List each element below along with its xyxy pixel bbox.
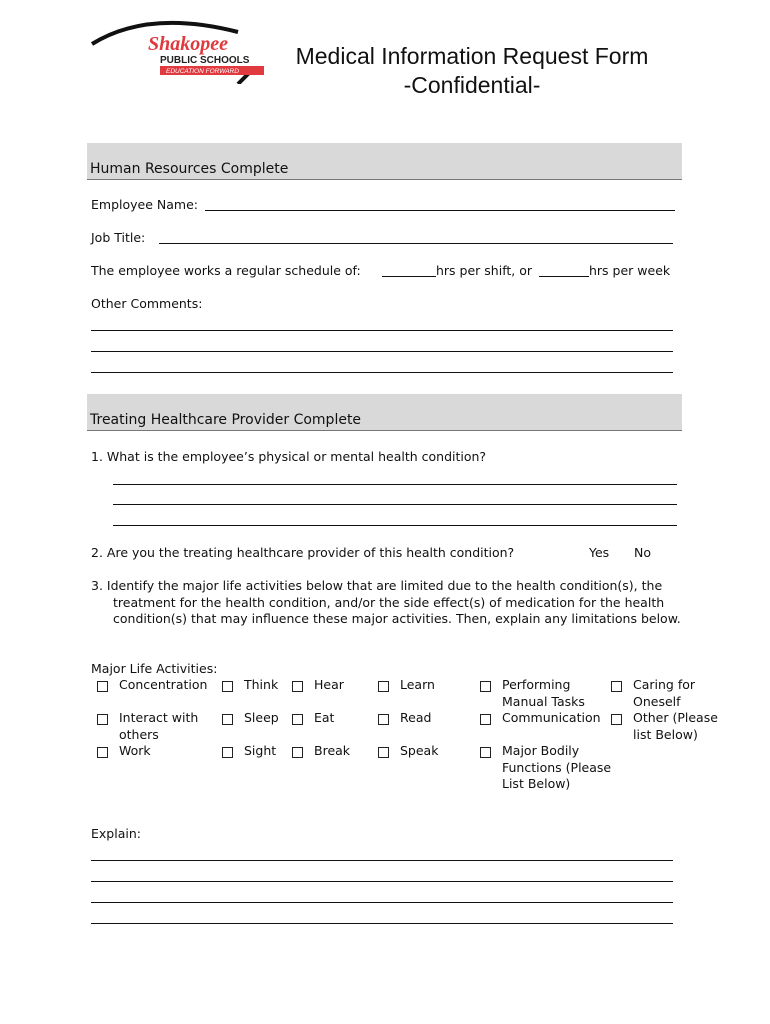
svg-text:PUBLIC SCHOOLS: PUBLIC SCHOOLS xyxy=(160,55,250,66)
activity-label: Learn xyxy=(400,677,435,692)
checkbox-icon[interactable] xyxy=(292,747,303,758)
checkbox-icon[interactable] xyxy=(378,681,389,692)
hrs-per-week-field[interactable] xyxy=(539,276,589,277)
section-header-hr xyxy=(87,143,682,180)
hrs-per-shift-label: hrs per shift, or xyxy=(436,263,533,278)
activity-label: Read xyxy=(400,710,432,725)
question-3 xyxy=(91,578,681,628)
activity-label: Hear xyxy=(314,677,344,692)
activity-label: Performing Manual Tasks xyxy=(502,677,585,709)
question-2: 2. Are you the treating healthcare provider of this health condition? xyxy=(91,545,515,560)
checkbox-icon[interactable] xyxy=(97,747,108,758)
checkbox-icon[interactable] xyxy=(222,714,233,725)
question-3-text: 3. Identify the major life activities below that are limited due to the health condition(s), the treatment for the health condition, and/or the side effect(s) of medication for the health condition(s) that may influence these major activities. Then, explain any limitations below. xyxy=(91,578,681,626)
activity-label: Eat xyxy=(314,710,335,725)
job-title-label: Job Title: xyxy=(91,230,146,245)
explain-line[interactable] xyxy=(91,923,673,924)
explain-line[interactable] xyxy=(91,902,673,903)
employee-name-field[interactable] xyxy=(205,210,675,211)
comments-line[interactable] xyxy=(91,351,673,352)
activity-label: Communication xyxy=(502,710,601,725)
activity-label: Interact with others xyxy=(119,710,199,742)
form-title: Medical Information Request Form xyxy=(295,43,649,69)
no-option[interactable]: No xyxy=(634,545,651,560)
explain-line[interactable] xyxy=(91,881,673,882)
activity-label: Think xyxy=(244,677,279,692)
explain-line[interactable] xyxy=(91,860,673,861)
form-subtitle: -Confidential- xyxy=(403,72,541,98)
activity-label: Concentration xyxy=(119,677,208,692)
answer-line[interactable] xyxy=(113,525,677,526)
activity-label: Major Bodily Functions (Please List Below) xyxy=(502,743,612,791)
checkbox-icon[interactable] xyxy=(378,747,389,758)
comments-line[interactable] xyxy=(91,372,673,373)
checkbox-icon[interactable] xyxy=(611,681,622,692)
svg-text:EDUCATION FORWARD: EDUCATION FORWARD xyxy=(166,68,239,75)
activity-label: Speak xyxy=(400,743,439,758)
explain-label: Explain: xyxy=(91,826,141,841)
comments-line[interactable] xyxy=(91,330,673,331)
other-comments-label: Other Comments: xyxy=(91,296,203,311)
activity-label: Other (Please list Below) xyxy=(633,710,718,742)
school-logo xyxy=(88,14,268,84)
activity-label: Break xyxy=(314,743,351,758)
checkbox-icon[interactable] xyxy=(222,747,233,758)
checkbox-icon[interactable] xyxy=(292,681,303,692)
answer-line[interactable] xyxy=(113,484,677,485)
checkbox-icon[interactable] xyxy=(292,714,303,725)
checkbox-icon[interactable] xyxy=(97,714,108,725)
checkbox-icon[interactable] xyxy=(480,747,491,758)
section-header-text: Treating Healthcare Provider Complete xyxy=(90,412,362,428)
yes-option[interactable]: Yes xyxy=(589,545,610,560)
activity-label: Caring for Oneself xyxy=(633,677,696,709)
svg-text:Shakopee: Shakopee xyxy=(148,33,228,55)
activity-label: Sleep xyxy=(244,710,279,725)
hrs-per-week-label: hrs per week xyxy=(589,263,671,278)
checkbox-icon[interactable] xyxy=(222,681,233,692)
activity-label: Sight xyxy=(244,743,277,758)
hrs-per-shift-field[interactable] xyxy=(382,276,436,277)
checkbox-icon[interactable] xyxy=(378,714,389,725)
activity-label: Work xyxy=(119,743,151,758)
activities-label: Major Life Activities: xyxy=(91,661,218,676)
checkbox-icon[interactable] xyxy=(611,714,622,725)
checkbox-icon[interactable] xyxy=(480,714,491,725)
section-header-provider xyxy=(87,394,682,431)
checkbox-icon[interactable] xyxy=(480,681,491,692)
employee-name-label: Employee Name: xyxy=(91,197,198,212)
job-title-field[interactable] xyxy=(159,243,673,244)
answer-line[interactable] xyxy=(113,504,677,505)
question-1: 1. What is the employee’s physical or mental health condition? xyxy=(91,449,487,464)
section-header-text: Human Resources Complete xyxy=(90,161,289,177)
checkbox-icon[interactable] xyxy=(97,681,108,692)
schedule-label: The employee works a regular schedule of: xyxy=(91,263,361,278)
